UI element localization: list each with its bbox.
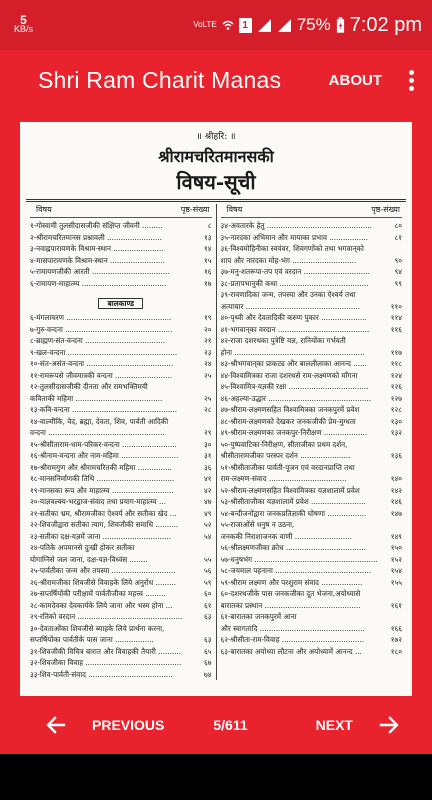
toc-entry-title: ५२-श्रीराम-लक्ष्मणसहित विश्वामित्रका यज्ञशालामें प्रवेश (220, 485, 360, 495)
toc-entry (221, 393, 403, 405)
sim-badge: 1 (239, 18, 252, 33)
toc-entry-title: १४-वाल्मीकि, वेद, ब्रह्मा, देवता, शिव, पार्वती आदिकी (30, 416, 169, 426)
toc-entry-title: ६३-बारातका अयोध्या लौटना और अयोध्यामें आनन्द ... (220, 646, 362, 656)
network-speed (14, 13, 34, 34)
toc-entry-title: ८-ब्राह्मण-संत-वन्दना ................................... (30, 336, 166, 345)
toc-entry (221, 485, 403, 497)
about-button[interactable]: ABOUT (328, 71, 382, 89)
toc-entry (30, 381, 212, 393)
toc-entry (30, 623, 212, 635)
toc-entry (221, 611, 403, 623)
toc-entry (30, 554, 212, 566)
toc-entry (30, 220, 212, 232)
toc-entry (30, 450, 212, 462)
toc-entry-page: ९९ (394, 278, 402, 288)
toc-entry-page: १२४ (390, 370, 402, 380)
toc-entry-page (192, 542, 212, 554)
toc-entry (221, 462, 403, 474)
toc-entry-page: ५९ (204, 577, 212, 587)
toc-entry (30, 324, 212, 336)
toc-entry (221, 416, 403, 428)
toc-entry (30, 335, 212, 347)
toc-entry-title: ६०-दशरथजीके पास जनकजीका दूत भेजना,अयोध्यासे (220, 589, 361, 598)
toc-entry-title: श्रीसीतारामजीका परस्पर दर्शन ...................... (220, 451, 351, 460)
toc-entry-page: ५५ (204, 554, 212, 564)
toc-entry-title: ३६-विश्वमोहिनीका स्वयंवर, शिवगणोंको तथा भगवान्‌को (220, 244, 364, 253)
toc-entry-page (382, 243, 402, 255)
toc-entry (30, 462, 212, 474)
toc-entry-page: ४१ (204, 474, 212, 483)
toc-entry-page: ८० (394, 221, 402, 230)
toc-entry-page: १५० (390, 543, 402, 552)
wifi-calling-icon (222, 19, 234, 31)
toc-entry (221, 623, 403, 635)
toc-entry-page: १३२ (390, 428, 402, 437)
toc-entry (221, 450, 403, 462)
toc-entry-page: २५ (204, 370, 212, 380)
toc-entry (221, 358, 403, 370)
toc-entry-page: १४ (204, 244, 212, 253)
toc-entry-title: ६-मंगलाचरण .............................................. (30, 313, 172, 322)
toc-entry-page: ६३ (204, 635, 212, 644)
toc-entry-page: ८ (207, 221, 212, 230)
toc-right-column (216, 204, 407, 680)
toc-entry-page: २१ (204, 336, 212, 345)
toc-entry-title: २४-पतिके अपमानसे दुःखी होकर सतीका (30, 543, 135, 552)
toc-entry-page: ८१ (394, 232, 402, 242)
toc-entry-page: १४० (390, 474, 402, 483)
toc-entry-page: १६ (204, 267, 212, 276)
toc-entry (30, 404, 212, 416)
toc-entry-page: ५६ (204, 566, 212, 575)
toc-entry-title: १३-कवि-वन्दना .............................................. (30, 405, 177, 414)
toc-entry-title: ४३-श्रीभगवान्‌का प्राकट्य और बाललीलाका आनन्द ...... (220, 359, 367, 368)
toc-entry (30, 577, 212, 589)
toc-entry (30, 646, 212, 658)
toc-entry-page: १५ (204, 255, 212, 265)
app-bar (0, 50, 432, 110)
page-indicator: 5/611 (213, 717, 248, 733)
toc-entry (221, 508, 403, 520)
toc-entry-page (382, 289, 402, 301)
toc-entry-page: ४७ (204, 497, 212, 506)
toc-entry-title: ३०-देवताओंका शिवजीसे ब्याहके लिये प्रार्थना करना, (30, 623, 165, 633)
toc-entry-title: ५४-बन्दीजनोंद्वारा जनकप्रतिज्ञाकी घोषणा ................. (220, 508, 367, 518)
toc-entry (30, 312, 212, 324)
toc-entry (30, 508, 212, 520)
toc-entry-page: १४६ (390, 497, 402, 506)
toc-entry (221, 565, 403, 577)
arrow-right-icon[interactable] (377, 713, 401, 737)
bottom-nav-bar (0, 696, 432, 754)
signal-icon (257, 18, 272, 33)
toc-entry-title: योगाग्निसे जल जाना, दक्ष-यज्ञ-विध्वंस ........ (30, 554, 148, 564)
toc-entry-title: २३-सतीका दक्ष-यज्ञमें जाना .............................. (30, 531, 172, 541)
toc-entry-page: ६३ (204, 612, 212, 621)
col-page-label-right: पृष्ठ-संख्या (371, 205, 400, 214)
toc-entry (30, 243, 212, 255)
toc-left-column (26, 204, 216, 680)
toc-entry-page: ३१ (204, 451, 212, 460)
toc-entry (221, 370, 403, 382)
toc-entry-title: ५-रामायणजीकी आरती .................................. (30, 267, 170, 276)
toc-entry-title: ३४-अवतारके हेतु .............................................. (220, 221, 372, 230)
toc-entry-title: १९-मानसका रूप और माहात्म्य ........................... (30, 485, 174, 495)
toc-entry (30, 600, 212, 612)
overflow-menu-icon[interactable] (406, 70, 416, 91)
toc-entry (30, 519, 212, 531)
toc-entry-title: २७-सप्तर्षियोंकी परीक्षामें पार्वतीजीका महत्त्व ......... (30, 589, 166, 598)
toc-entry (30, 473, 212, 485)
toc-entry-title: २९-रतिको वरदान .............................................. (30, 612, 183, 621)
toc-columns (26, 204, 406, 680)
col-subject-label: विषय (36, 205, 52, 214)
toc-entry-page: १५४ (390, 566, 402, 575)
toc-entry (221, 347, 403, 359)
toc-entry (30, 531, 212, 543)
next-button[interactable]: NEXT (315, 717, 353, 733)
toc-entry-page: १२७ (390, 393, 402, 403)
toc-entry-page: १६६ (390, 623, 402, 633)
toc-entry-title: ४४-विश्वामित्रका राजा दशरथसे राम-लक्ष्मणको माँगना (220, 370, 358, 380)
toc-entry-title: ३२-शिवजीका विवाह .......................................... (30, 658, 182, 667)
toc-entry-page: ९४ (394, 267, 402, 276)
toc-entry (221, 496, 403, 508)
toc-entry (221, 243, 403, 255)
toc-entry-title: बारातका प्रस्थान .......................................... (220, 600, 361, 610)
toc-entry (30, 427, 212, 439)
toc-entry-title: ४७-श्रीराम-लक्ष्मणसहित विश्वामित्रका जनकपुरमें प्रवेश (220, 405, 360, 414)
toc-entry-title: १२-तुलसीदासजीकी दीनता और रामभक्तिमयी (30, 382, 148, 391)
toc-entry (30, 393, 212, 405)
toc-entry (221, 312, 403, 324)
toc-entry-page: १३० (390, 416, 402, 426)
toc-entry-page: ११० (390, 301, 402, 311)
toc-entry-title: ५६-श्रीलक्ष्मणजीका क्रोध ................................... (220, 543, 366, 552)
toc-entry (221, 542, 403, 554)
toc-entry-title: १६-श्रीनाम-वन्दना और नाम-महिमा ......................... (30, 451, 179, 460)
toc-entry (30, 669, 212, 681)
toc-entry (221, 301, 403, 313)
toc-entry-page: ४२ (204, 485, 212, 495)
toc-entry-title: होना ......................................................... (220, 347, 365, 357)
toc-entry (221, 646, 403, 658)
toc-entry-page: ४९ (204, 508, 212, 518)
toc-entry-title: वन्दना ................................................... (30, 428, 165, 437)
toc-entry (221, 278, 403, 290)
previous-button[interactable]: PREVIOUS (92, 717, 165, 733)
toc-entry-title: ३१-शिवजीकी विचित्र बारात और विवाहकी तैयारी .......... (30, 646, 182, 656)
toc-entry (221, 220, 403, 232)
toc-entry-page (382, 519, 402, 531)
toc-entry (30, 611, 212, 623)
toc-entry-page: ३० (204, 439, 212, 449)
toc-entry-title: ४०-पृथ्वी और देवतादिकी करुण पुकार .................... (220, 313, 367, 322)
toc-title: विषय-सूची (176, 170, 256, 194)
page-invocation: ॥ श्रीहरि: ॥ (196, 132, 236, 142)
toc-entry-title: और स्वागतादि .............................................. (220, 623, 365, 633)
toc-entry (221, 577, 403, 589)
toc-entry (30, 370, 212, 382)
toc-entry (30, 439, 212, 451)
toc-entry-page: १४७ (390, 508, 402, 518)
battery-charging-icon (336, 17, 345, 34)
toc-entry-title: ४९-श्रीराम-लक्ष्मणका जनकपुर-निरीक्षण ................... (220, 428, 368, 437)
battery-percentage: 75% (296, 15, 331, 34)
toc-entry-page: १५२ (390, 554, 402, 564)
toc-entry (221, 531, 403, 543)
toc-entry-page: ६० (204, 589, 212, 598)
clock: 7:02 pm (349, 13, 422, 36)
toc-entry-page: ६१ (204, 600, 212, 610)
toc-entry (221, 588, 403, 600)
toc-entry-title: २२-शिवजीद्वारा सतीका त्याग, शिवजीकी समाधि .......... (30, 520, 179, 529)
toc-entry-page (192, 381, 212, 393)
toc-entry-page: १३ (204, 232, 212, 242)
toc-entry (221, 289, 403, 301)
toc-entry-page: १९ (204, 313, 212, 322)
toc-entry-page (382, 335, 402, 347)
toc-entry-title: २-श्रीरामचरितमानस प्रश्नावली ........................ (30, 232, 162, 242)
toc-entry-title: ४६-अहल्या-उद्धार ............................................. (220, 393, 372, 403)
toc-entry (30, 542, 212, 554)
toc-entry-title: १५-श्रीसीताराम-धाम-परिकर-वन्दना ........................ (30, 439, 177, 449)
toc-entry (30, 416, 212, 428)
toc-entry-page: ११४ (390, 313, 402, 322)
toc-entry-page: २३ (204, 347, 212, 357)
toc-entry-page: १३६ (390, 451, 402, 460)
toc-entry (221, 439, 403, 451)
toc-entry (30, 496, 212, 508)
toc-entry-title: ५८-जयमाल पहनाना .......................................... (220, 566, 372, 575)
toc-entry-page: ६५ (204, 646, 212, 656)
toc-entry (30, 634, 212, 646)
toc-entry-page: ७४ (204, 669, 212, 679)
toc-entry (221, 232, 403, 244)
toc-entry-page: ९० (394, 255, 402, 265)
toc-entry (30, 657, 212, 669)
toc-right-list (221, 220, 403, 657)
toc-left-top-list (30, 220, 212, 289)
toc-entry-title: ५७-धनुषभंग ...................................................... (220, 554, 378, 564)
toc-entry-title: ५५-राजाओंसे धनुष न उठना, (220, 520, 295, 529)
toc-entry-page: १५५ (390, 577, 402, 587)
toc-entry-page: २५ (204, 393, 212, 403)
toc-entry-title: ५१-श्रीसीताजीका पार्वती-पूजन एवं वरदानप्राप्ति तथा (220, 462, 355, 472)
toc-entry-page (382, 439, 402, 451)
toc-entry-title: ३७-मनु-शतरूपा-तप एवं वरदान ............................. (220, 267, 370, 276)
toc-entry-title: १८-मानसनिर्माणकी तिथि .................................. (30, 474, 175, 483)
toc-entry-page: ६७ (204, 658, 212, 667)
col-head-left (30, 204, 212, 218)
toc-entry-page: १४९ (390, 531, 402, 541)
toc-entry (221, 473, 403, 485)
network-speed-value: 5 (20, 13, 27, 27)
toc-entry-title: अत्याचार .................................................. (220, 301, 360, 311)
toc-entry (221, 519, 403, 531)
toc-entry (221, 324, 403, 336)
toc-entry (221, 634, 403, 646)
status-bar (0, 0, 432, 50)
toc-entry-page: १७२ (390, 635, 402, 644)
col-head-right (221, 204, 403, 218)
toc-entry-page (192, 623, 212, 635)
toc-entry-title: ५०-पुष्पवाटिका-निरीक्षण, सीताजीका प्रथम दर्शन, (220, 439, 348, 449)
toc-entry-title: ४-मासपारायणके विश्राम-स्थान ........................ (30, 255, 165, 265)
volte-indicator: VoLTE (193, 20, 217, 29)
toc-entry (30, 255, 212, 267)
toc-entry-title: ११-रामरूपसे जीवमात्रकी वन्दना ......................... (30, 370, 173, 380)
toc-entry-page: २४ (204, 359, 212, 368)
app-title: Shri Ram Charit Manas (38, 66, 282, 93)
toc-entry-page (382, 462, 402, 474)
toc-entry-page: ११८ (390, 359, 402, 368)
toc-entry-page: १७ (204, 278, 212, 288)
toc-entry-title: ४२-राजा दशरथका पुत्रेष्टि यज्ञ, रानियोंका गर्भवती (220, 336, 346, 345)
toc-entry (30, 565, 212, 577)
toc-entry-title: शाप और नारदका मोह-भंग ............................ (220, 255, 357, 265)
toc-entry-title: २८-कामदेवका देवकार्यके लिये जाना और भस्म होना ... (30, 600, 173, 610)
network-speed-unit: KB/s (14, 24, 34, 34)
toc-entry-title: ५९-श्रीराम लक्ष्मण और परशुराम संवाद .................. (220, 577, 363, 587)
toc-entry (30, 588, 212, 600)
toc-entry-page: १६१ (390, 600, 402, 610)
scripture-page (20, 122, 412, 696)
toc-entry (30, 266, 212, 278)
col-page-label: पृष्ठ-संख्या (180, 205, 210, 214)
toc-entry-page: १२६ (390, 382, 402, 391)
signal-icon-2 (277, 18, 292, 33)
toc-entry-title: ७-गुरु-वन्दना ............................................... (30, 324, 173, 334)
toc-entry-title: २०-याज्ञवल्क्य-भरद्वाज-संवाद तथा प्रयाग-माहात्म्य ... (30, 497, 166, 506)
toc-entry-page: ५४ (204, 531, 212, 541)
section-label: बालकाण्ड (98, 298, 143, 309)
status-icons (193, 14, 422, 37)
system-nav-bar (0, 754, 432, 800)
toc-entry-page (382, 611, 402, 623)
toc-entry (30, 347, 212, 359)
toc-entry (221, 335, 403, 347)
toc-entry-page: २९ (204, 428, 212, 437)
title-rule (26, 199, 406, 202)
toc-entry-page: १२८ (390, 405, 402, 414)
section-heading (30, 291, 212, 310)
toc-entry-title: सप्तर्षियोंका पार्वतीके पास जाना ................. (30, 635, 154, 644)
page-viewer[interactable] (0, 110, 432, 696)
toc-entry-title: ६१-बारातका जनकपुरमें आना (220, 612, 297, 621)
toc-entry-title: २५-पार्वतीका जन्म और तपस्या ............................ (30, 566, 176, 575)
toc-entry (221, 404, 403, 416)
toc-entry (221, 554, 403, 566)
toc-entry-title: १०-संत-असंत-वन्दना ...................................... (30, 359, 174, 368)
toc-entry-page: ५२ (204, 520, 212, 529)
toc-entry (221, 600, 403, 612)
toc-entry-title: ४८-श्रीराम-लक्ष्मणको देखकर जनकजीकी प्रेम-मुग्धता (220, 416, 356, 426)
toc-entry-title: २१-सतीका भ्रम, श्रीरामजीका ऐश्वर्य और सतीका खेद ... (30, 508, 177, 518)
toc-entry (221, 266, 403, 278)
book-title: श्रीरामचरितमानसकी (158, 147, 274, 166)
toc-entry-title: ५३-श्रीसीताजीका यज्ञशालामें प्रवेश ........................ (220, 497, 366, 506)
toc-entry-title: २६-श्रीरामजीका शिवजीसे विवाहके लिये अनुरोध ......... (30, 577, 176, 587)
toc-entry-page: ११७ (390, 347, 402, 357)
toc-entry-title: ४५-विश्वामित्र-यज्ञकी रक्षा ................................... (220, 382, 369, 391)
toc-entry-title: ६-रामायण-माहात्म्य ..................................... (30, 278, 167, 288)
toc-entry-page (382, 588, 402, 600)
toc-entry-title: १-गोस्वामी तुलसीदासजीकी संक्षिप्त जीवनी ......... (30, 221, 163, 230)
toc-entry-title: ३५-नारदका अभिमान और मायाका प्रभाव ................. (220, 232, 369, 242)
toc-entry-title: जनककी निराशाजनक वाणी ......................... (220, 531, 352, 541)
toc-entry (30, 358, 212, 370)
toc-entry (30, 485, 212, 497)
toc-entry-title: ९-खल-वन्दना ................................................ (30, 347, 178, 357)
toc-entry-title: कविताकी महिमा ...................................... (30, 393, 163, 403)
toc-entry-page (192, 416, 212, 428)
arrow-left-icon[interactable] (44, 713, 68, 737)
toc-entry-title: ३८-प्रतापभानुकी कथा ....................................... (220, 278, 369, 288)
toc-entry-title: ६२-श्रीसीता-राम-विवाह .................................... (220, 635, 365, 644)
toc-entry (221, 427, 403, 439)
toc-entry-page: २८ (204, 405, 212, 414)
toc-entry-title: ३३-शिव-पार्वती-संवाद ..................................... (30, 669, 173, 679)
toc-entry-title: ३-नवाह्नपारायणके विश्राम-स्थान ...................... (30, 244, 164, 253)
col-subject-label-right: विषय (226, 205, 243, 214)
toc-entry-page: ३६ (204, 462, 212, 472)
toc-entry-title: १७-श्रीरामगुण और श्रीरामचरितकी महिमा ............... (30, 462, 172, 472)
toc-entry-page: १४२ (390, 485, 402, 495)
toc-entry-page: २० (204, 324, 212, 334)
toc-entry-title: ४१-भगवान्‌का वरदान ........................................ (220, 324, 370, 334)
toc-entry-title: ३९-रावणादिका जन्म, तपस्या और उनका ऐश्वर्य तथा (220, 290, 356, 299)
toc-entry (221, 255, 403, 267)
toc-entry (30, 232, 212, 244)
toc-left-list (30, 312, 212, 680)
toc-entry-page: ११६ (390, 324, 402, 334)
toc-entry (30, 278, 212, 290)
toc-entry (221, 381, 403, 393)
toc-entry-title: राम-लक्ष्मण-संवाद .................................. (220, 474, 347, 483)
toc-entry-page: १८० (390, 646, 402, 656)
